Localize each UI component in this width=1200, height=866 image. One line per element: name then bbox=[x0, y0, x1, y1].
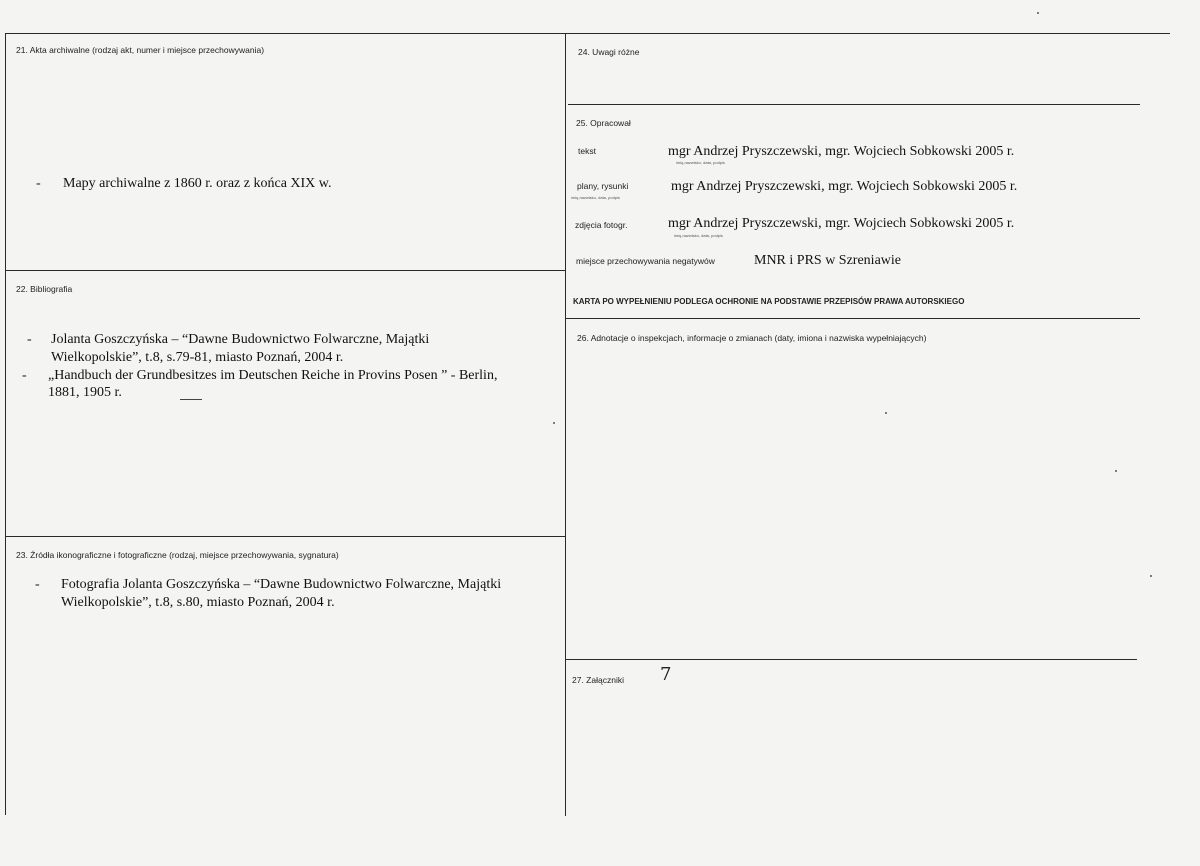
bibliography-entry-2-line-1: „Handbuch der Grundbesitzes im Deutschen Reiche in Provins Posen ” - Berlin, bbox=[48, 368, 498, 383]
divider-24-25 bbox=[568, 104, 1140, 105]
scan-speck bbox=[1150, 575, 1152, 577]
copyright-notice: KARTA PO WYPEŁNIENIU PODLEGA OCHRONIE NA PODSTAWIE PRZEPISÓW PRAWA AUTORSKIEGO bbox=[573, 297, 965, 306]
section-25-label: 25. Opracował bbox=[576, 118, 631, 128]
section-22-label: 22. Bibliografia bbox=[16, 284, 73, 294]
bibliography-entry-1-line-1: Jolanta Goszczyńska – “Dawne Budownictwo Folwarczne, Majątki bbox=[51, 332, 430, 347]
bibliography-entry-1-line-2: Wielkopolskie”, t.8, s.79-81, miasto Poznań, 2004 r. bbox=[51, 350, 344, 365]
scan-speck bbox=[553, 422, 555, 424]
section-21-label: 21. Akta archiwalne (rodzaj akt, numer i miejsce przechowywania) bbox=[16, 45, 265, 55]
scan-speck bbox=[1037, 12, 1039, 14]
bullet-dash: - bbox=[35, 577, 40, 592]
archival-maps-entry: Mapy archiwalne z 1860 r. oraz z końca XIX w. bbox=[63, 176, 332, 191]
pen-mark bbox=[180, 399, 202, 400]
bullet-dash: - bbox=[22, 368, 27, 383]
left-border bbox=[5, 33, 6, 815]
divider-25-26 bbox=[565, 318, 1140, 319]
photo-source-entry-line-2: Wielkopolskie”, t.8, s.80, miasto Poznań, 2004 r. bbox=[61, 595, 335, 610]
author-row-plans-hint: imię,nazwisko, data, podpis bbox=[571, 195, 620, 200]
bullet-dash: - bbox=[27, 332, 32, 347]
bibliography-entry-2-line-2: 1881, 1905 r. bbox=[48, 385, 122, 400]
author-row-text-hint: imię,nazwisko, data, podpis bbox=[676, 160, 725, 165]
divider-21-22 bbox=[5, 270, 565, 271]
section-26-label: 26. Adnotacje o inspekcjach, informacje o zmianach (daty, imiona i nazwiska wypełniających) bbox=[577, 333, 927, 343]
top-border bbox=[5, 33, 1170, 34]
attachments-count: 7 bbox=[660, 664, 672, 685]
scan-speck bbox=[1115, 470, 1117, 472]
author-row-photos-hint: imię,nazwisko, data, podpis bbox=[674, 233, 723, 238]
negatives-location-label: miejsce przechowywania negatywów bbox=[576, 256, 715, 266]
author-row-text-label: tekst bbox=[578, 146, 596, 156]
divider-22-23 bbox=[5, 536, 565, 537]
section-23-label: 23. Źródła ikonograficzne i fotograficzne (rodzaj, miejsce przechowywania, sygnatura) bbox=[16, 550, 339, 560]
author-row-plans-label: plany, rysunki bbox=[577, 181, 629, 191]
bullet-dash: - bbox=[36, 176, 41, 191]
photo-source-entry-line-1: Fotografia Jolanta Goszczyńska – “Dawne Budownictwo Folwarczne, Majątki bbox=[61, 577, 502, 592]
author-row-plans-value: mgr Andrzej Pryszczewski, mgr. Wojciech Sobkowski 2005 r. bbox=[671, 179, 1018, 194]
author-row-photos-label: zdjęcia fotogr. bbox=[575, 220, 628, 230]
section-27-label: 27. Załączniki bbox=[572, 675, 624, 685]
center-divider bbox=[565, 33, 566, 816]
author-row-text-value: mgr Andrzej Pryszczewski, mgr. Wojciech Sobkowski 2005 r. bbox=[668, 144, 1015, 159]
section-24-label: 24. Uwagi różne bbox=[578, 47, 640, 57]
negatives-location-value: MNR i PRS w Szreniawie bbox=[754, 253, 901, 268]
scan-speck bbox=[885, 412, 887, 414]
divider-26-27 bbox=[565, 659, 1137, 660]
author-row-photos-value: mgr Andrzej Pryszczewski, mgr. Wojciech Sobkowski 2005 r. bbox=[668, 216, 1015, 231]
